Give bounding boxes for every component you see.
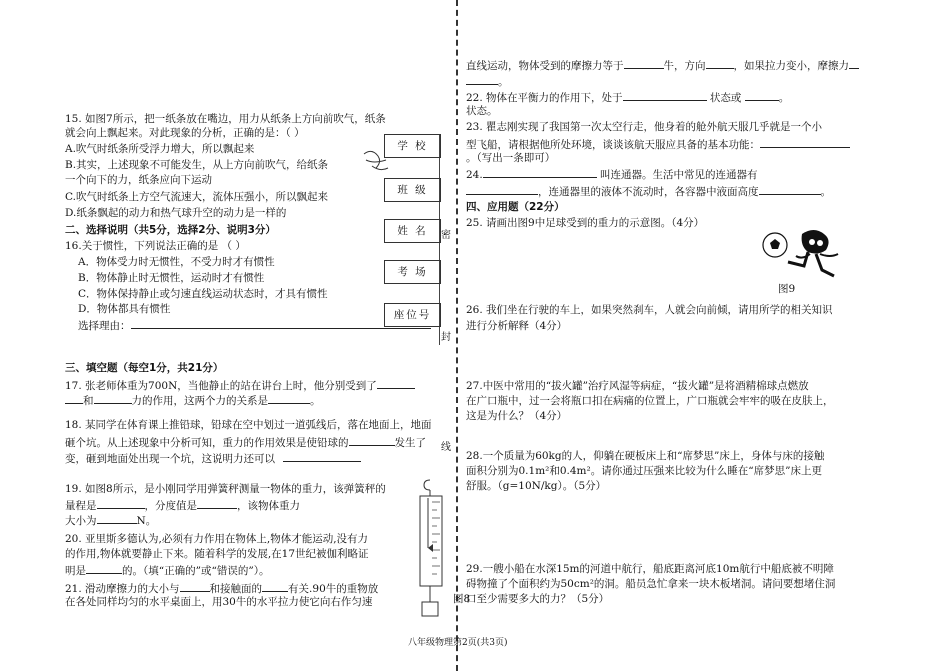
fold-dashed-line (456, 0, 458, 671)
q17-text1: 17. 张老师体重为700N，当他静止的站在讲台上时，他分别受到了 (65, 380, 377, 392)
q20-line3 (65, 562, 269, 578)
q24-text2: ，连通器里的液体不流动时，各容器中液面高度 (538, 186, 759, 198)
q21c-blank3[interactable] (849, 57, 859, 69)
q27-line1: 27.中医中常用的“拔火罐”治疗风湿等病症，“拔火罐”是将酒精棉球点燃放 (466, 380, 809, 392)
q17-line2 (65, 392, 321, 408)
q18-text2: 发生了 (394, 437, 426, 449)
figure9-soccer-kick (758, 226, 844, 286)
q19-unit: N。 (136, 515, 157, 527)
q21c-text3: ，如果拉力变小，摩擦力 (733, 60, 849, 72)
seal-char-feng: 封 (441, 332, 451, 343)
q20-text2: 的。（填“正确的”或“错误的”）。 (122, 565, 270, 577)
q28-line2: 面积分别为0.1m²和0.4m²。请你通过压强来比较为什么睡在“席梦思”床上更 (466, 465, 822, 477)
q28-line1: 28.一个质量为60kg的人，仰躺在硬板床上和“席梦思”床上，身体与床的接触 (466, 450, 825, 462)
q24-blank3[interactable] (759, 183, 821, 195)
q29-line2: 碍物撞了个面积约为50cm²的洞。船员急忙拿来一块木板堵洞。请问要想堵住洞 (466, 578, 836, 590)
q23-line3: 。（写出一条即可） (466, 152, 556, 164)
q16-option-c: C．物体保持静止或匀速直线运动状态时，才具有惯性 (78, 288, 328, 300)
q25-text: 25. 请画出图9中足球受到的重力的示意图。（4分） (466, 217, 705, 229)
q27-line3: 这是为什么？（4分） (466, 410, 568, 422)
q19-size-label: 大小为 (65, 515, 97, 527)
section4-heading: 四、应用题（22分） (466, 201, 565, 213)
q18-line2 (65, 434, 426, 450)
q21c-end: 。 (498, 76, 509, 88)
q17-text2: 力的作用，这两个力的关系是 (131, 395, 268, 407)
q21-line2: 在各处同样均匀的水平桌面上，用30牛的水平拉力使它向右作匀速 (65, 596, 373, 608)
q20-line2: 的作用,物体就要静止下来。随着科学的发展,在17世纪被伽利略证 (65, 548, 369, 560)
q17-blank1[interactable] (377, 377, 415, 389)
q19-blank1[interactable] (97, 497, 145, 509)
q17-and: 和 (83, 395, 94, 407)
q16-option-b: B．物体静止时无惯性，运动时才有惯性 (78, 272, 265, 284)
q19-line1: 19. 如图8所示，是小刚同学用弹簧秤测量一物体的重力，该弹簧秤的 (65, 483, 386, 495)
q24-end: 。 (820, 186, 831, 198)
q22-line2: 状态。 (466, 105, 498, 117)
q16-line1: 16.关于惯性，下列说法正确的是 （ ） (65, 240, 246, 252)
figure9-caption: 图9 (778, 283, 796, 295)
q23-text: 型飞船，请根据他所处环境，谈谈该航天服应具备的基本功能： (466, 139, 760, 151)
q22-end: 。 (778, 92, 790, 104)
q27-line2: 在广口瓶中，过一会将瓶口扣在病痛的位置上，广口瓶就会牢牢的吸在皮肤上， (466, 395, 834, 407)
class-box[interactable]: 班 级 (384, 178, 441, 202)
q29-line3: 口至少需要多大的力？（5分） (466, 593, 610, 605)
q20-text1: 明是 (65, 565, 86, 577)
q21-line1 (65, 580, 378, 596)
exam-room-box[interactable]: 考 场 (384, 260, 441, 284)
q18-blank1[interactable] (349, 434, 395, 446)
q19-line3 (65, 512, 156, 528)
q18-line3 (65, 450, 361, 466)
figure8-caption: 图8 (453, 593, 471, 605)
section3-heading: 三、填空题（每空1分，共21分） (65, 362, 224, 374)
q23-blank[interactable] (760, 136, 850, 148)
q16-reason-label: 选择理由： (78, 320, 131, 332)
q21-text2: 和接触面的 (209, 583, 263, 595)
q21c-text2: 牛，方向 (663, 60, 706, 72)
seal-char-mi: 密 (441, 230, 451, 241)
q19-weight-label: ，该物体重力 (237, 500, 300, 512)
q16-reason (78, 317, 431, 333)
q15-option-b2: 一个向下的力，纸条应向下运动 (65, 174, 212, 186)
q17-blank2[interactable] (65, 392, 83, 404)
q21c-blank1[interactable] (624, 57, 664, 69)
q24-text1: 叫连通器。生活中常见的连通器有 (600, 169, 758, 181)
q15-line1: 15. 如图7所示，把一纸条放在嘴边，用力从纸条上方向前吹气，纸条 (65, 113, 386, 125)
q18-text1: 砸个坑。从上述现象中分析可知，重力的作用效果是使铅球的 (65, 437, 349, 449)
seal-char-xian: 线 (441, 442, 451, 453)
name-box[interactable]: 姓 名 (384, 219, 441, 243)
q20-blank[interactable] (86, 562, 122, 574)
q16-option-a: A．物体受力时无惯性，不受力时才有惯性 (78, 256, 275, 268)
q18-blank2[interactable] (283, 450, 361, 462)
school-box[interactable]: 学 校 (384, 134, 441, 158)
q24-blank2[interactable] (466, 183, 538, 195)
q19-division-label: ，分度值是 (144, 500, 197, 512)
q22-text1: 22. 物体在平衡力的作用下，处于 (466, 92, 623, 104)
q23-line2 (466, 136, 850, 152)
q21-cont-line1 (466, 57, 859, 73)
q20-line1: 20. 亚里斯多德认为,必须有力作用在物体上,物体才能运动,没有力 (65, 533, 369, 545)
q29-line1: 29.一艘小船在水深15m的河道中航行，船底距离河底10m航行中船底被不明障 (466, 563, 834, 575)
q21-text3: 有关.90牛的重物放 (288, 583, 379, 595)
q21-blank2[interactable] (262, 580, 288, 592)
q21c-text1: 直线运动，物体受到的摩擦力等于 (466, 60, 624, 72)
q22-text2: 状态或 (709, 92, 742, 104)
q21-blank1[interactable] (180, 580, 210, 592)
q19-blank3[interactable] (97, 512, 137, 524)
q19-blank2[interactable] (197, 497, 237, 509)
q24-line2 (466, 183, 831, 199)
q15-option-d: D.纸条飘起的动力和热气球升空的动力是一样的 (65, 207, 287, 219)
page-footer: 八年级物理第2页(共3页) (408, 638, 508, 648)
q18-text3: 变，砸到地面处出现一个坑，这说明力还可以 (65, 453, 275, 465)
q17-line1 (65, 377, 415, 393)
q22-blank2[interactable] (745, 89, 779, 101)
q22-blank1[interactable] (623, 89, 707, 101)
q21-text1: 21. 滑动摩擦力的大小与 (65, 583, 180, 595)
q26-line2: 进行分析解释（4分） (466, 320, 568, 332)
q15-option-c: C.吹气时纸条上方空气流速大，流体压强小，所以飘起来 (65, 191, 328, 203)
q18-line1: 18. 某同学在体育课上推铅球，铅球在空中划过一道弧线后，落在地面上，地面 (65, 419, 432, 431)
q21c-blank2[interactable] (706, 57, 734, 69)
q15-option-a: A.吹气时纸条所受浮力增大，所以飘起来 (65, 143, 255, 155)
q24-line1 (466, 166, 758, 182)
q21c-blank4[interactable] (466, 73, 498, 85)
q17-blank4[interactable] (268, 392, 310, 404)
section2-heading: 二、选择说明（共5分，选择2分、说明3分） (65, 224, 276, 236)
q16-option-d: D．物体都具有惯性 (78, 303, 171, 315)
q26-line1: 26. 我们坐在行驶的车上，如果突然刹车，人就会向前倾，请用所学的相关知识 (466, 304, 833, 316)
q15-line2: 就会向上飘起来。对此现象的分析，正确的是：（ ） (65, 127, 305, 139)
q28-line3: 舒服。（g=10N/kg）。（5分） (466, 480, 607, 492)
q24-blank1[interactable] (483, 166, 597, 178)
figure8-spring-scale (410, 478, 450, 620)
q21-cont-line2 (466, 73, 509, 89)
q17-blank3[interactable] (94, 392, 132, 404)
q15-option-b1: B.其实，上述现象不可能发生，从上方向前吹气，给纸条 (65, 159, 329, 171)
q17-end: 。 (310, 395, 321, 407)
q19-range-label: 量程是 (65, 500, 97, 512)
q19-line2 (65, 497, 300, 513)
q24-number: 24. (466, 169, 483, 181)
seat-number-box[interactable]: 座位号 (384, 303, 441, 327)
q23-line1: 23. 瞿志刚实现了我国第一次太空行走，他身着的舱外航天服几乎就是一个小 (466, 121, 823, 133)
q22-line1 (466, 89, 789, 105)
